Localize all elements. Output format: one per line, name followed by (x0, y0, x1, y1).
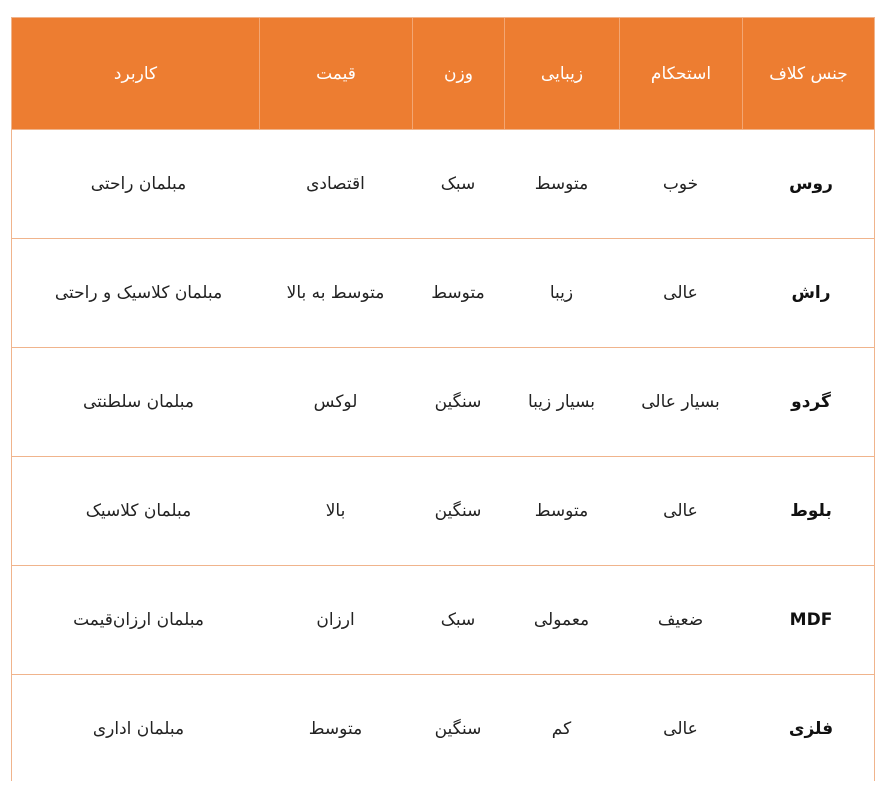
table-row (12, 456, 874, 565)
cell-material: راش (791, 283, 831, 303)
table-header-row (12, 18, 874, 129)
cell-beauty: متوسط (534, 174, 589, 194)
cell-material: روس (789, 174, 833, 194)
table-row (12, 238, 874, 347)
cell-weight: متوسط (431, 283, 485, 303)
cell-strength: ضعیف (657, 610, 704, 630)
cell-strength: خوب (662, 174, 699, 194)
table-row (12, 129, 874, 238)
cell-beauty: متوسط (534, 501, 589, 521)
cell-weight: سنگین (434, 501, 482, 521)
header-weight: وزن (412, 18, 504, 129)
furniture-frame-table (11, 17, 875, 781)
table-row (12, 565, 874, 674)
cell-usage: مبلمان راحتی (90, 174, 187, 194)
cell-beauty: معمولی (533, 610, 590, 630)
cell-price: اقتصادی (306, 174, 365, 194)
cell-beauty: بسیار زیبا (527, 392, 596, 412)
cell-weight: سنگین (434, 719, 482, 739)
header-usage: کاربرد (113, 63, 158, 84)
header-strength: استحکام (619, 18, 742, 129)
cell-beauty: زیبا (549, 283, 574, 303)
cell-material: MDF (789, 610, 833, 630)
cell-price: متوسط به بالا (286, 283, 385, 303)
table-row (12, 347, 874, 456)
cell-weight: سبک (440, 610, 476, 630)
cell-usage: مبلمان اداری (92, 719, 185, 739)
cell-strength: عالی (663, 283, 698, 303)
cell-strength: بسیار عالی (641, 392, 720, 412)
cell-price: بالا (325, 501, 346, 521)
cell-usage: مبلمان ارزان‌قیمت (73, 610, 204, 630)
cell-material: گردو (791, 392, 831, 412)
cell-price: متوسط (308, 719, 363, 739)
table-row (12, 674, 874, 783)
cell-usage: مبلمان کلاسیک (85, 501, 192, 521)
cell-usage: مبلمان کلاسیک و راحتی (54, 283, 223, 303)
cell-weight: سبک (440, 174, 476, 194)
cell-strength: عالی (663, 719, 698, 739)
header-beauty: زیبایی (504, 18, 619, 129)
cell-price: ارزان (316, 610, 355, 630)
cell-price: لوکس (313, 392, 358, 412)
header-price: قیمت (259, 18, 412, 129)
cell-usage: مبلمان سلطنتی (83, 392, 195, 412)
cell-weight: سنگین (434, 392, 482, 412)
cell-strength: عالی (663, 501, 698, 521)
cell-beauty: کم (551, 719, 572, 739)
cell-material: فلزی (788, 719, 834, 739)
header-material: جنس کلاف (742, 18, 874, 129)
cell-material: بلوط (790, 501, 832, 521)
